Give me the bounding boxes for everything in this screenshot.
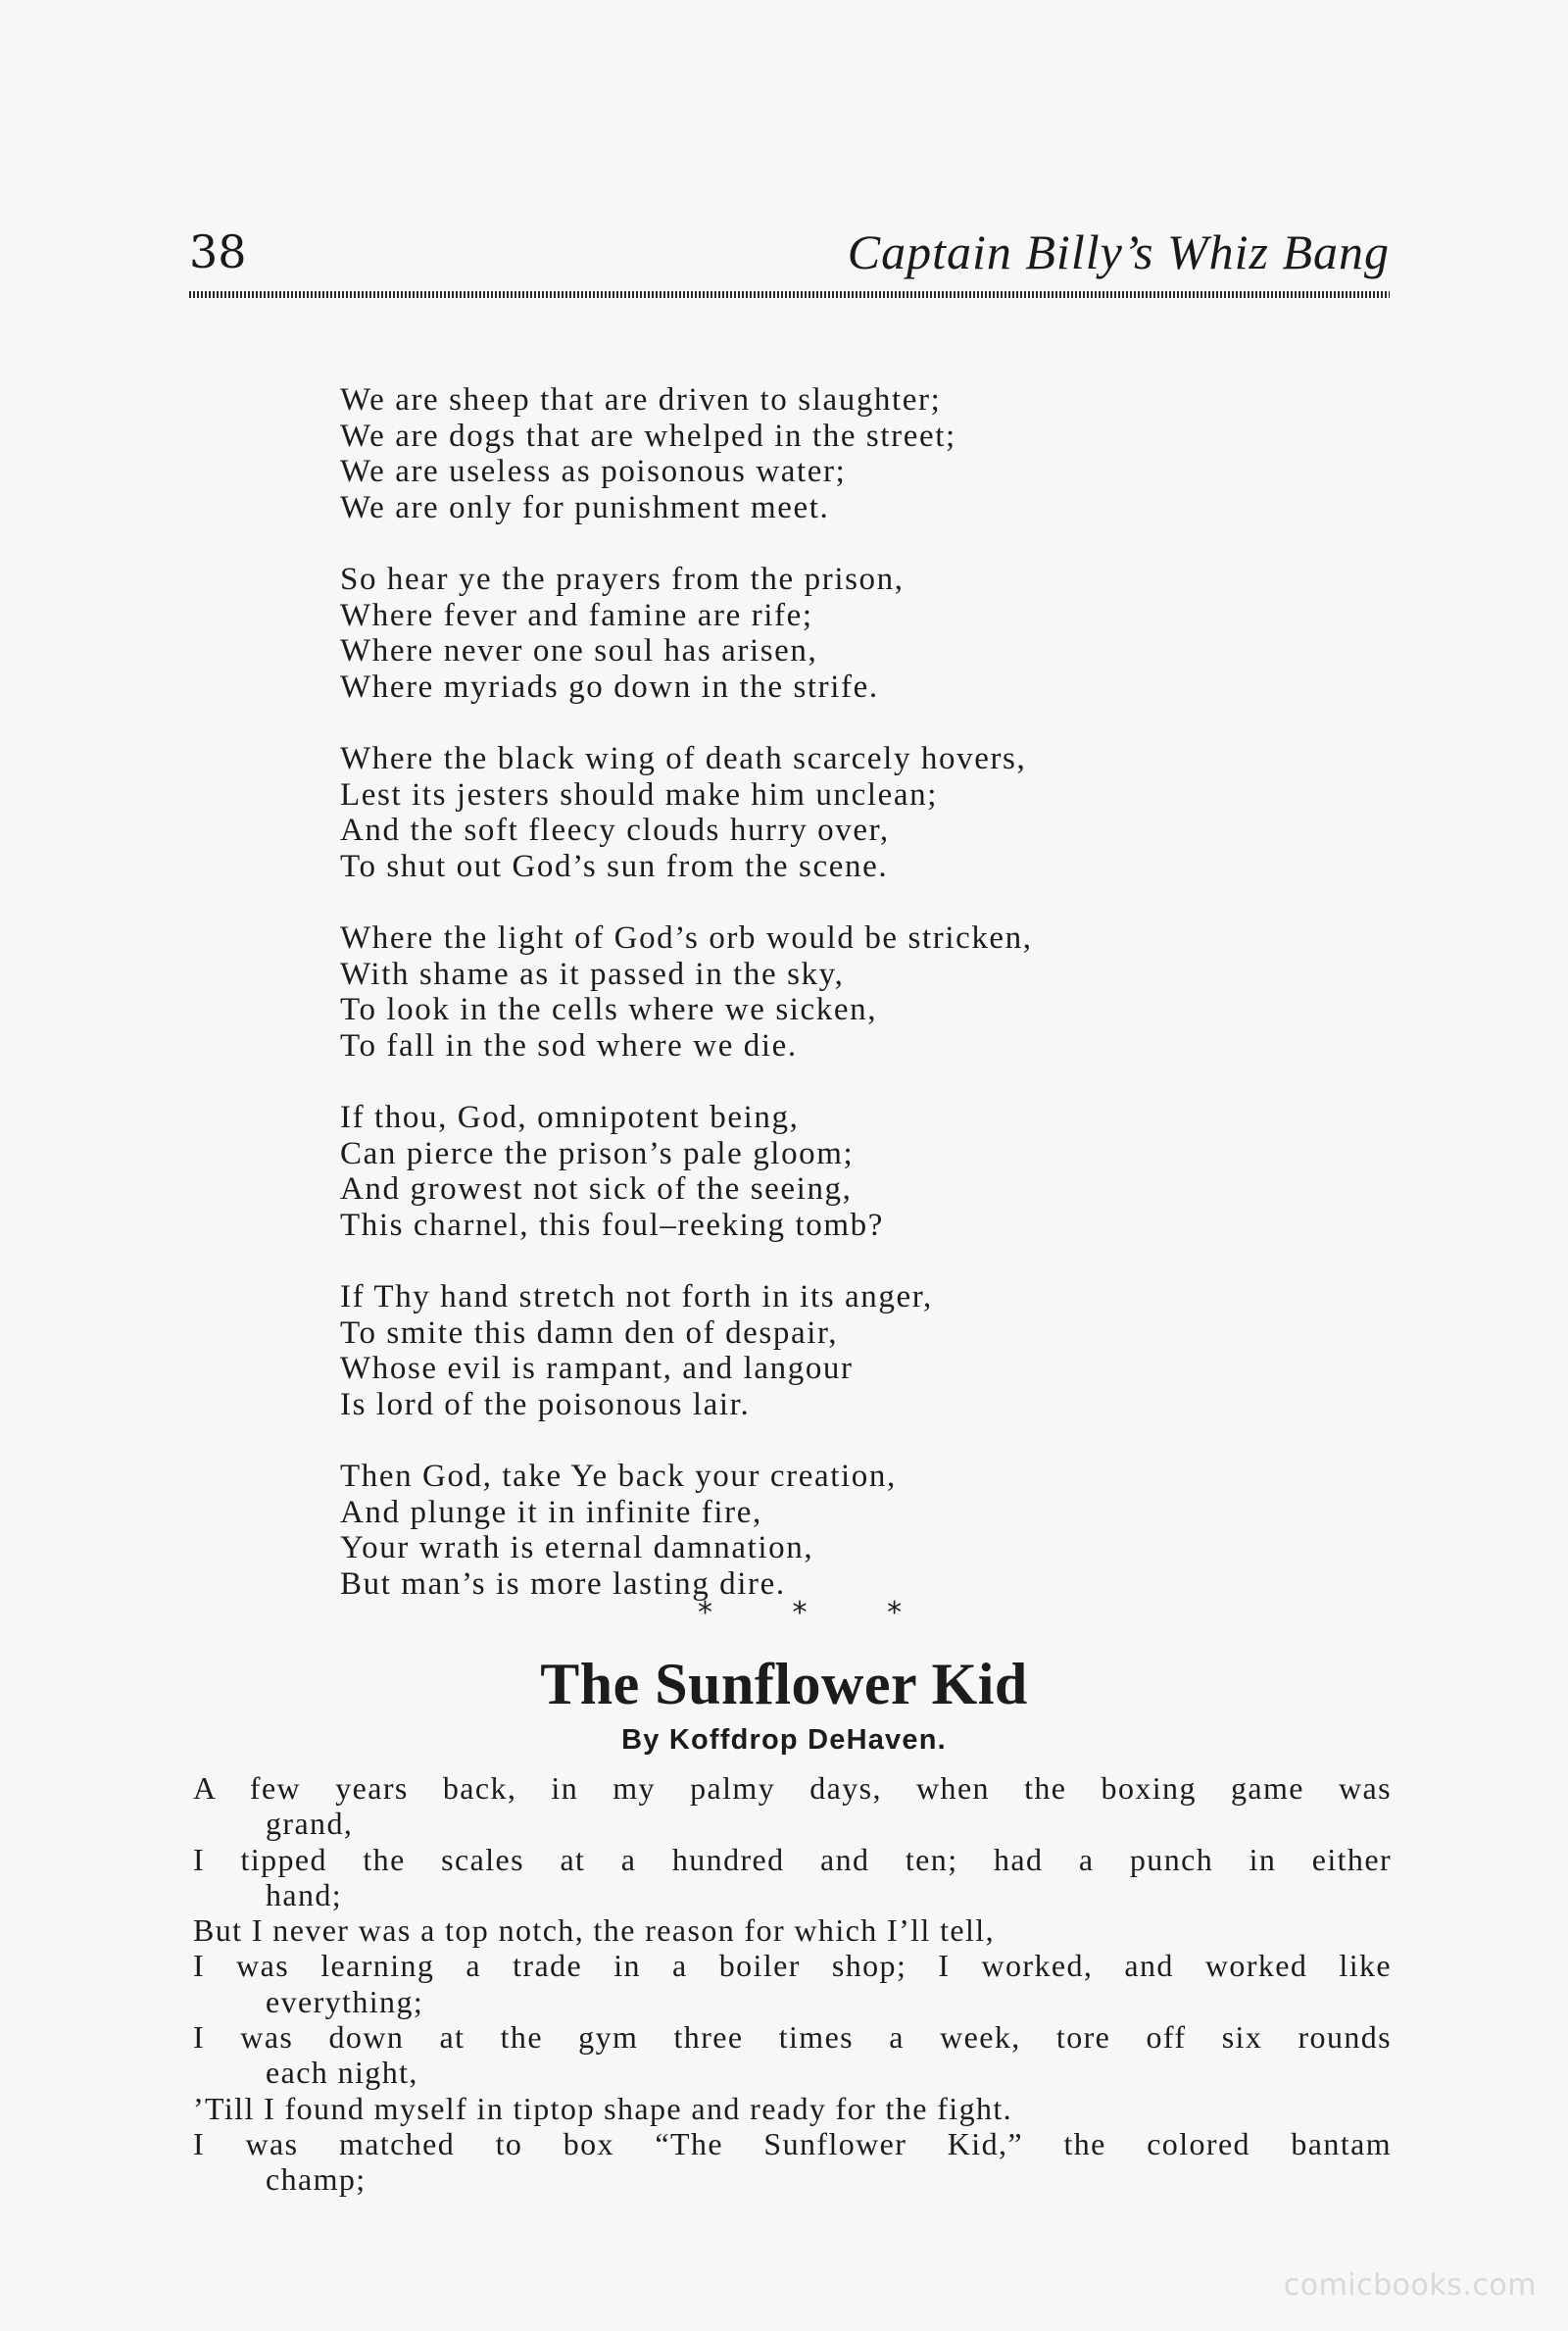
poem-line: This charnel, this foul–reeking tomb? [340, 1207, 884, 1243]
poem-stanza [340, 920, 1320, 1064]
poem-line: Then God, take Ye back your creation, [340, 1459, 897, 1494]
verse-line-continuation: each night, [266, 2055, 418, 2091]
verse-line: I was learning a trade in a boiler shop; I worked, and worked like [193, 1948, 1392, 1984]
page-number: 38 [189, 225, 247, 278]
poem-line: If thou, God, omnipotent being, [340, 1100, 800, 1135]
poem-line: Where myriads go down in the strife. [340, 669, 879, 705]
poem-stanza [340, 1100, 1320, 1243]
verse-line: I tipped the scales at a hundred and ten; had a punch in either [193, 1841, 1392, 1877]
poem-line: We are sheep that are driven to slaughter; [340, 382, 942, 418]
poem-line: Where the light of God’s orb would be stricken, [340, 920, 1033, 956]
poem-line: Your wrath is eternal damnation, [340, 1530, 814, 1565]
poem-line: To fall in the sod where we die. [340, 1027, 798, 1064]
poem-line: To shut out God’s sun from the scene. [340, 848, 889, 884]
poem-stanza [340, 1279, 1320, 1422]
verse-line: But I never was a top notch, the reason for which I’ll tell, [193, 1912, 995, 1949]
poem-line: We are useless as poisonous water; [340, 454, 847, 489]
article-title: The Sunflower Kid [540, 1652, 1028, 1716]
poem-stanza [340, 382, 1320, 525]
poem-line: Where fever and famine are rife; [340, 597, 813, 633]
poem-line: We are dogs that are whelped in the street; [340, 418, 956, 454]
section-separator: * * * [698, 1596, 938, 1630]
verse-line-continuation: everything; [266, 1983, 424, 2019]
verse-line-continuation: hand; [266, 1876, 343, 1912]
poem-line: Where the black wing of death scarcely hovers, [340, 741, 1027, 776]
poem-line: So hear ye the prayers from the prison, [340, 562, 905, 597]
poem-line: And plunge it in infinite fire, [340, 1494, 762, 1530]
poem-line: Whose evil is rampant, and langour [340, 1351, 854, 1386]
poem-stanza [340, 1459, 1320, 1602]
poem-line: Lest its jesters should make him unclean; [340, 776, 938, 813]
verse-line-continuation: grand, [266, 1806, 354, 1842]
verse-line-continuation: champ; [266, 2161, 367, 2198]
poem-line: Where never one soul has arisen, [340, 633, 818, 669]
running-title: Captain Billy’s Whiz Bang [847, 224, 1390, 279]
verse-line: A few years back, in my palmy days, when the boxing game was [193, 1770, 1392, 1806]
verse-line: I was matched to box “The Sunflower Kid,” the colored bantam [193, 2125, 1392, 2161]
verse-line: ’Till I found myself in tiptop shape and ready for the fight. [193, 2090, 1013, 2126]
poem-line: To look in the cells where we sicken, [340, 992, 878, 1027]
watermark: comicbooks.com [1283, 2268, 1537, 2303]
poem-line: With shame as it passed in the sky, [340, 956, 845, 992]
poem [340, 382, 1320, 1602]
verse-line: I was down at the gym three times a week, tore off six rounds [193, 2019, 1392, 2056]
poem-stanza [340, 562, 1320, 705]
poem-line: If Thy hand stretch not forth in its anger, [340, 1279, 933, 1314]
page-header [189, 223, 1390, 290]
poem-line: But man’s is more lasting dire. [340, 1565, 786, 1602]
poem-line: Can pierce the prison’s pale gloom; [340, 1135, 855, 1171]
poem-line: Is lord of the poisonous lair. [340, 1386, 751, 1422]
header-rule [189, 291, 1390, 298]
article-byline: By Koffdrop DeHaven. [621, 1724, 947, 1756]
poem-line: And the soft fleecy clouds hurry over, [340, 813, 890, 848]
poem-line: We are only for punishment meet. [340, 489, 830, 525]
poem-stanza [340, 741, 1320, 884]
poem-line: And growest not sick of the seeing, [340, 1171, 853, 1207]
poem-line: To smite this damn den of despair, [340, 1314, 839, 1351]
article-verse [193, 1770, 1392, 2198]
